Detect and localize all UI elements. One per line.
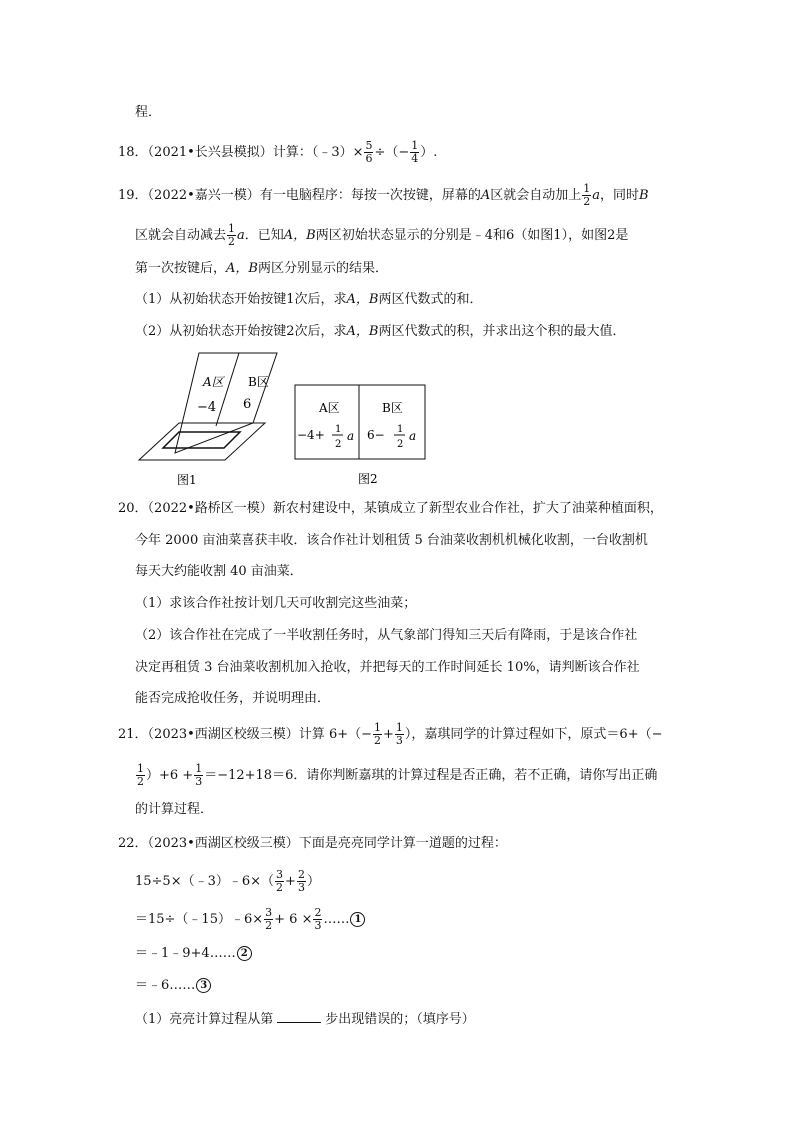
- question-20-part-2-line-1: （2）该合作社在完成了一半收割任务时，从气象部门得知三天后有降雨，于是该合作社: [135, 628, 638, 643]
- question-20-line-2: 今年 2000 亩油菜喜获丰收．该合作社计划租赁 5 台油菜收割机机械化收割，一台收割机: [135, 533, 648, 548]
- answer-blank[interactable]: [277, 1010, 321, 1023]
- calc-step-3: ＝﹣6…… 3: [135, 977, 211, 995]
- fraction: $\frac{1}{2}$: [374, 721, 382, 747]
- carry-over-text: 程．: [135, 105, 162, 120]
- calc-step-0: 15÷5×（﹣3）﹣6×（ $\frac{3}{2}$ + $\frac{2}{3}$ ）: [135, 868, 320, 894]
- question-22-part-1: （1）亮亮计算过程从第 步出现错误的；（填序号）: [135, 1012, 475, 1027]
- fraction: $\frac{1}{2}$: [583, 182, 591, 208]
- b-var: a: [409, 429, 417, 443]
- b-zone-label: B区: [382, 401, 403, 415]
- question-19-line-1: 19．（2022•嘉兴一模）有一电脑程序：每按一次按键，屏幕的A区就会自动加上 $\frac{1}{2}$ a，同时B: [118, 182, 649, 208]
- step-marker-2: 2: [237, 946, 252, 961]
- b-zone-value: 6: [243, 397, 252, 412]
- fraction: $\frac{5}{6}$: [365, 139, 373, 165]
- a-var: a: [347, 429, 355, 443]
- fraction: $\frac{2}{3}$: [297, 868, 305, 894]
- key-button: [163, 432, 240, 448]
- screen-divider: [216, 353, 239, 426]
- fraction: $\frac{3}{2}$: [276, 868, 284, 894]
- fraction: $\frac{1}{3}$: [195, 762, 203, 788]
- fraction: $\frac{1}{2}$: [228, 222, 236, 248]
- a-zone-expr: −4+: [297, 428, 325, 442]
- a-frac-num: 1: [335, 424, 342, 435]
- question-19-line-2: 区就会自动减去 $\frac{1}{2}$ a．已知A，B两区初始状态显示的分别是﹣4和6（如图1），如图2是: [135, 222, 629, 248]
- question-20-part-1: （1）求该合作社按计划几天可收割完这些油菜；: [135, 596, 417, 611]
- keyboard-base: [139, 423, 265, 460]
- question-text: ÷（−: [374, 145, 410, 160]
- fraction: $\frac{1}{4}$: [411, 139, 419, 165]
- question-source: （2021•长兴县模拟）: [147, 145, 273, 160]
- question-18: [118, 140, 437, 165]
- question-19-part-1: （1）从初始状态开始按键1次后，求A，B两区代数式的和．: [135, 292, 483, 307]
- figure-caption: 图2: [358, 472, 378, 486]
- question-number: 18．: [118, 145, 148, 160]
- b-frac-den: 2: [397, 439, 404, 450]
- figure-caption: 图1: [177, 473, 197, 487]
- calc-step-1: ＝15÷（﹣15）﹣6× $\frac{3}{2}$ + 6 × $\frac{2}{3}$ …… 1: [135, 907, 365, 932]
- fraction: $\frac{3}{2}$: [265, 906, 273, 932]
- b-zone-label: B区: [248, 375, 269, 389]
- a-zone-value: −4: [197, 400, 217, 415]
- fraction: $\frac{2}{3}$: [314, 906, 322, 932]
- question-20-part-2-line-3: 能否完成抢收任务，并说明理由．: [135, 691, 331, 706]
- question-21-line-3: 的计算过程．: [135, 802, 214, 817]
- fraction: $\frac{1}{2}$: [137, 762, 144, 788]
- question-20-part-2-line-2: 决定再租赁 3 台油菜收割机加入抢收，并把每天的工作时间延长 10%，请判断该合作社: [135, 660, 640, 675]
- a-zone-label: A区: [203, 375, 224, 389]
- screen-outline: [295, 385, 425, 459]
- question-21-line-1: 21．（2023•西湖区校级三模）计算 6+（− $\frac{1}{2}$ + $\frac{1}{3}$ ），嘉琪同学的计算过程如下，原式＝6+（−: [118, 721, 663, 747]
- question-19-part-2: （2）从初始状态开始按键2次后，求A，B两区代数式的积，并求出这个积的最大值．: [135, 324, 626, 339]
- fraction: $\frac{1}{3}$: [395, 721, 403, 747]
- question-20-line-1: 20．（2022•路桥区一模）新农村建设中，某镇成立了新型农业合作社，扩大了油菜种植面积，: [118, 501, 663, 516]
- b-frac-num: 1: [397, 424, 404, 435]
- figure-1-device: [135, 348, 290, 488]
- a-zone-label: A区: [319, 401, 340, 415]
- step-marker-1: 1: [350, 912, 365, 927]
- question-19-line-3: 第一次按键后，A，B两区分别显示的结果．: [135, 261, 388, 276]
- question-20-line-3: 每天大约能收割 40 亩油菜．: [135, 564, 303, 579]
- calc-step-2: ＝﹣1﹣9+4…… 2: [135, 945, 252, 963]
- screen-outline: [175, 353, 277, 453]
- question-22-line-1: 22．（2023•西湖区校级三模）下面是亮亮同学计算一道题的过程：: [118, 836, 507, 851]
- question-text: ）.: [420, 145, 438, 160]
- figure-2-screen: [292, 383, 432, 488]
- a-frac-den: 2: [335, 439, 342, 450]
- question-text: 计算：（﹣3）×: [272, 145, 364, 160]
- b-zone-expr: 6−: [367, 428, 385, 442]
- question-21-line-2: $\frac{1}{2}$ ）+6 + $\frac{1}{3}$ ＝−12+18＝6．请你判断嘉琪的计算过程是否正确，若不正确，请你写出正确: [137, 762, 658, 788]
- step-marker-3: 3: [196, 978, 211, 993]
